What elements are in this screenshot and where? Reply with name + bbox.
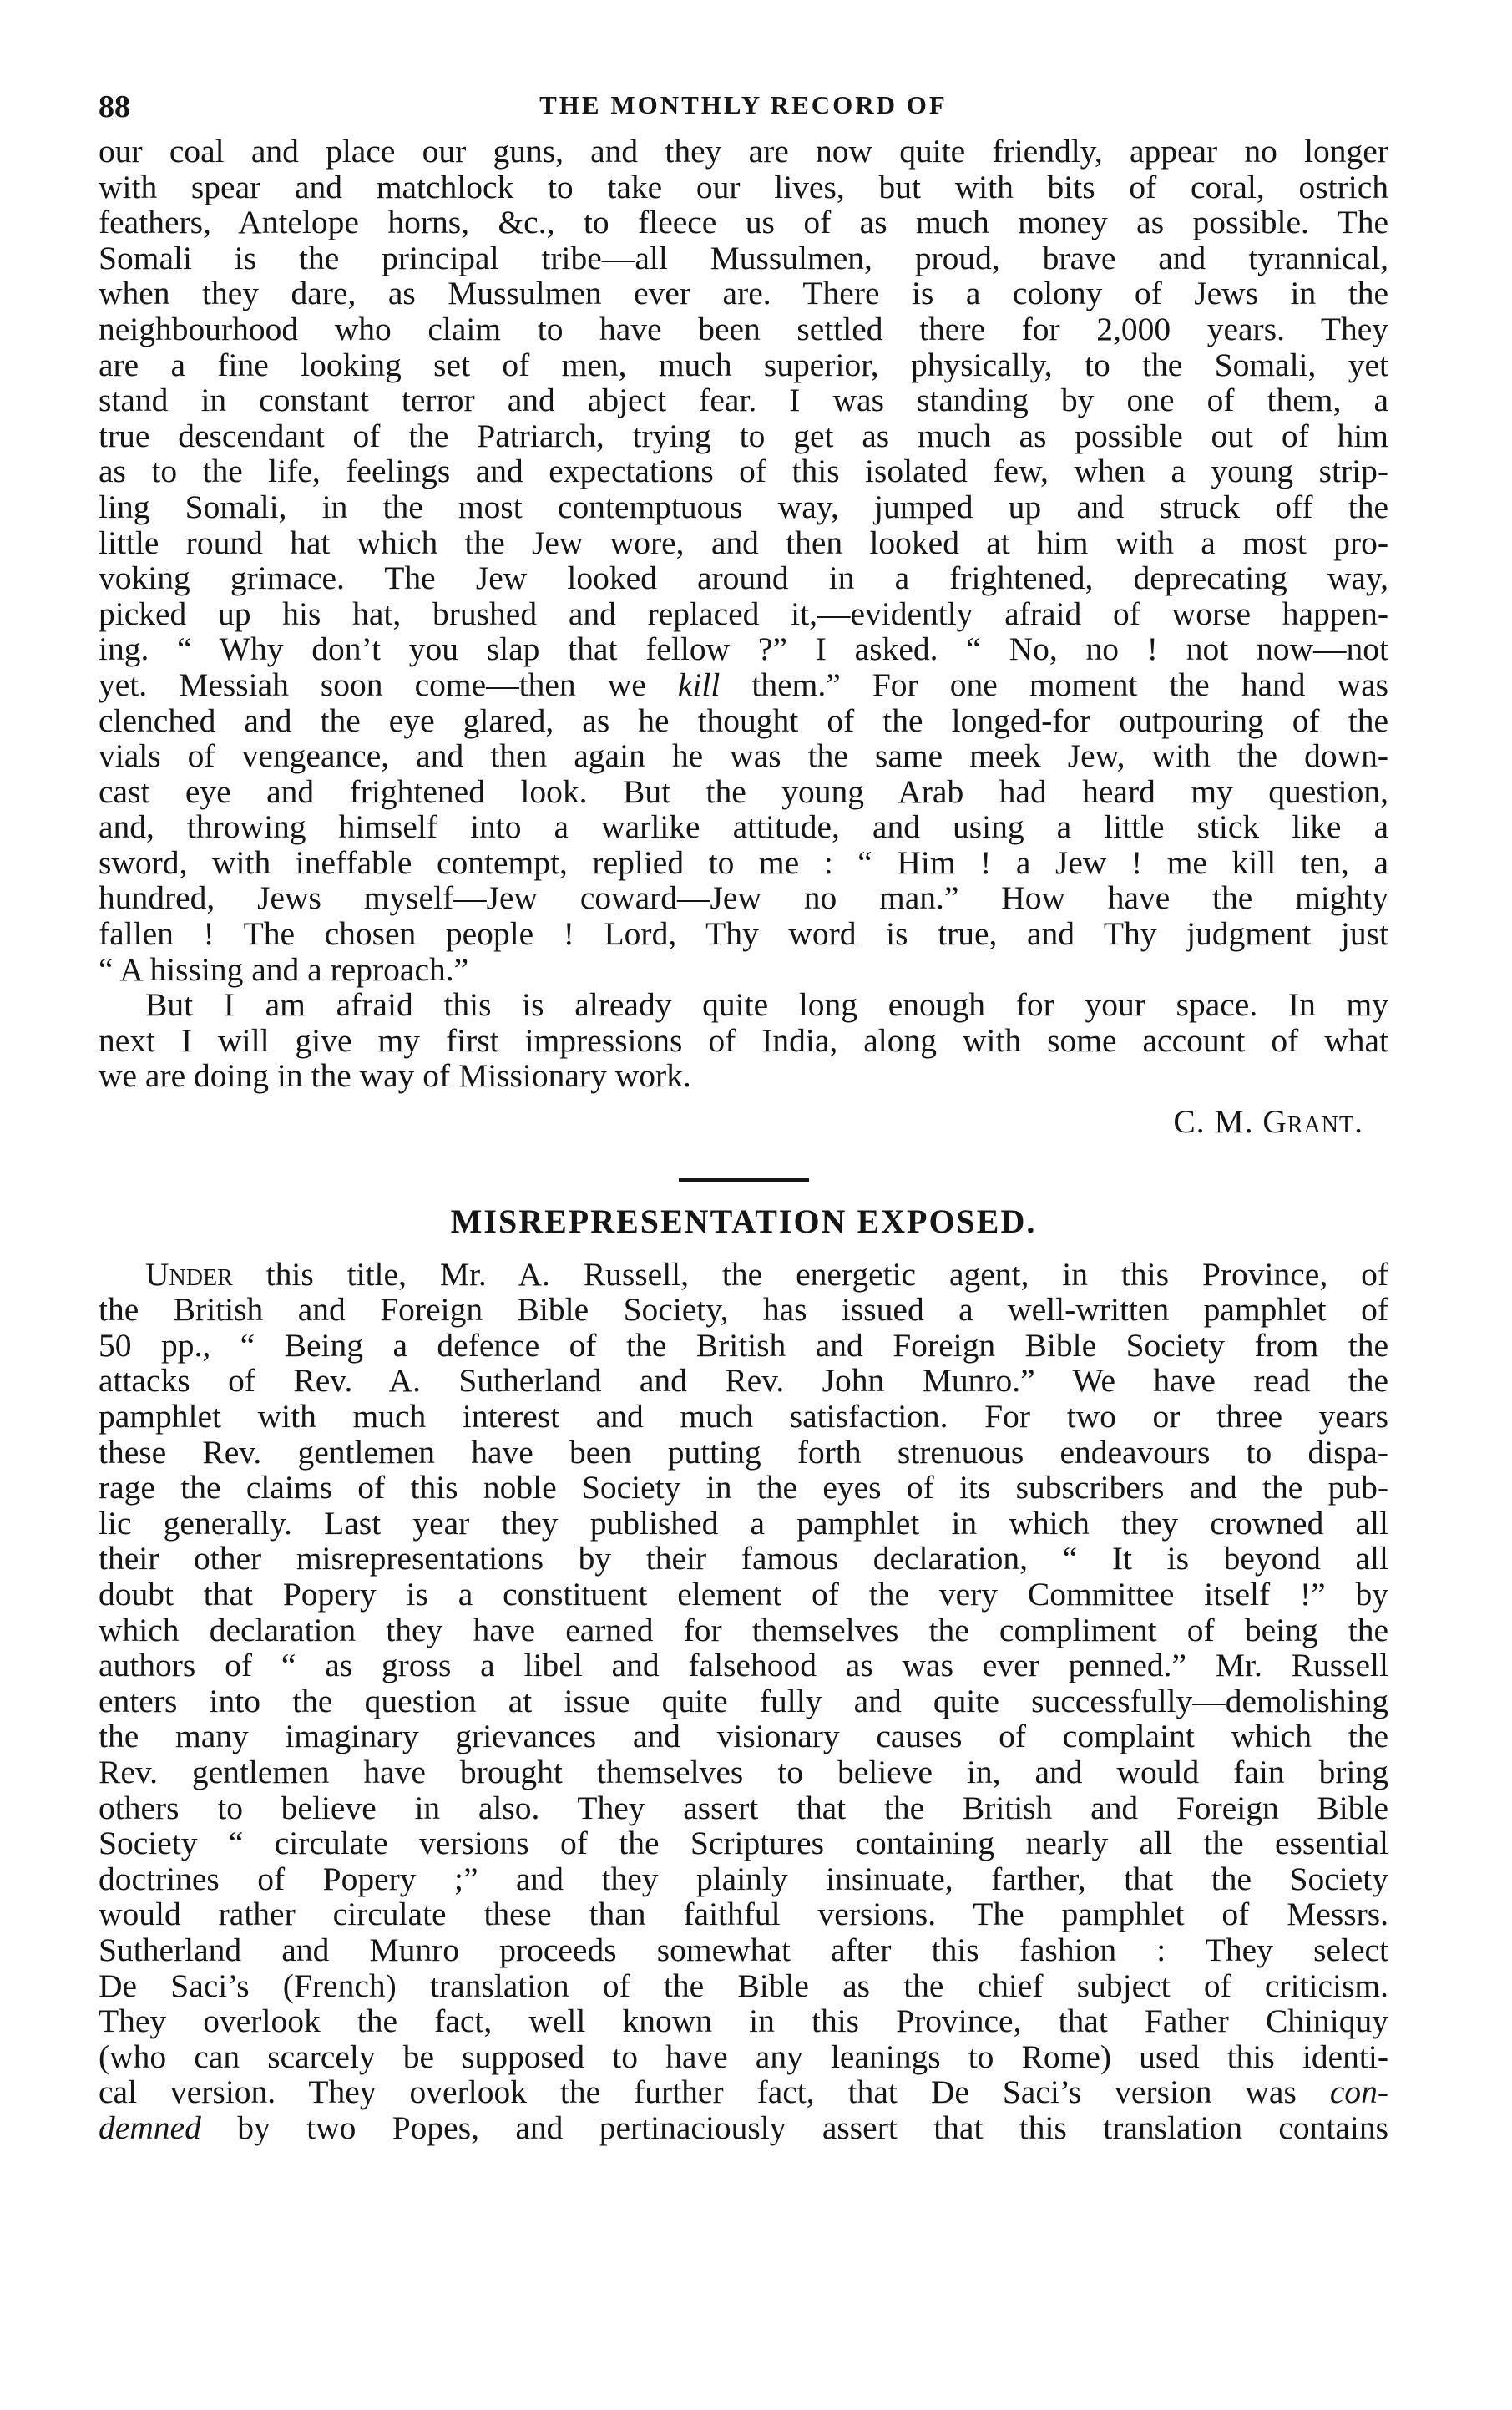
emphasis: con- — [1329, 2073, 1388, 2111]
text-line: authors of “ as gross a libel and falsehood as was ever penned.” Mr. Russell — [99, 1647, 1388, 1684]
running-header — [99, 84, 1388, 134]
running-title: THE MONTHLY RECORD OF — [539, 90, 948, 119]
emphasis: demned — [99, 2109, 201, 2146]
text-line: vials of vengeance, and then again he was the same meek Jew, with the down- — [99, 737, 1388, 775]
text-segment: by two Popes, and pertinaciously assert that this translation contains — [200, 2109, 1388, 2146]
text-line: 50 pp., “ Being a defence of the British and Foreign Bible Society from the — [99, 1326, 1388, 1364]
text-line: (who can scarcely be supposed to have any leanings to Rome) used this identi- — [99, 2038, 1388, 2075]
text-line: when they dare, as Mussulmen ever are. There is a colony of Jews in the — [99, 275, 1388, 312]
text-line: cast eye and frightened look. But the young Arab had heard my question, — [99, 772, 1388, 810]
text-line: these Rev. gentlemen have been putting forth strenuous endeavours to dispa- — [99, 1433, 1388, 1471]
text-line: the many imaginary grievances and visionary causes of complaint which the — [99, 1718, 1388, 1755]
text-line: doubt that Popery is a constituent element of the very Committee itself !” by — [99, 1575, 1388, 1613]
text-line: we are doing in the way of Missionary work. — [99, 1057, 691, 1095]
text-line: voking grimace. The Jew looked around in a frightened, deprecating way, — [99, 559, 1388, 597]
document-page — [99, 84, 1388, 2145]
text-line: and, throwing himself into a warlike attitude, and using a little stick like a — [99, 808, 1388, 846]
text-line: feathers, Antelope horns, &c., to fleece us of as much money as possible. The — [99, 204, 1388, 241]
text-line: with spear and matchlock to take our lives, but with bits of coral, ostrich — [99, 168, 1388, 205]
text-line — [99, 2110, 1388, 2146]
article-heading: MISREPRESENTATION EXPOSED. — [450, 1202, 1037, 1240]
text-segment: cal version. They overlook the further fact, that De Saci’s version was — [99, 2073, 1330, 2111]
text-line: which declaration they have earned for themselves the compliment of being the — [99, 1611, 1388, 1648]
text-segment: this title, Mr. A. Russell, the energetic agent, in this Province, of — [232, 1255, 1388, 1293]
text-line — [99, 667, 1388, 703]
text-line: lic generally. Last year they published a pamphlet in which they crowned all — [99, 1504, 1388, 1542]
signature-surname: rant. — [1287, 1103, 1363, 1141]
text-line: fallen ! The chosen people ! Lord, Thy word is true, and Thy judgment just — [99, 915, 1388, 953]
text-line: are a fine looking set of men, much superior, physically, to the Somali, yet — [99, 346, 1388, 383]
text-line: doctrines of Popery ;” and they plainly insinuate, farther, that the Society — [99, 1860, 1388, 1897]
text-line: next I will give my first impressions of India, along with some account of what — [99, 1021, 1388, 1059]
article-body — [99, 1257, 1388, 2146]
signature — [99, 1104, 1388, 1140]
emphasis: kill — [677, 666, 721, 703]
text-line: attacks of Rev. A. Sutherland and Rev. John Munro.” We have read the — [99, 1362, 1388, 1400]
text-line: Sutherland and Munro proceeds somewhat after this fashion : They select — [99, 1931, 1388, 1968]
signature-initials: C. M. G — [1173, 1103, 1287, 1141]
text-line: Somali is the principal tribe—all Mussulmen, proud, brave and tyrannical, — [99, 239, 1388, 276]
text-line: ing. “ Why don’t you slap that fellow ?” I asked. “ No, no ! not now—not — [99, 630, 1388, 668]
text-line: their other misrepresentations by their famous declaration, “ It is beyond all — [99, 1540, 1388, 1577]
lead-word: Under — [145, 1255, 233, 1293]
text-line: hundred, Jews myself—Jew coward—Jew no man.” How have the mighty — [99, 879, 1388, 917]
text-line: the British and Foreign Bible Society, has issued a well-written pamphlet of — [99, 1291, 1388, 1329]
text-line: as to the life, feelings and expectations of this isolated few, when a young strip- — [99, 453, 1388, 490]
section-divider — [679, 1178, 809, 1182]
text-line: true descendant of the Patriarch, trying to get as much as possible out of him — [99, 417, 1388, 454]
text-line: picked up his hat, brushed and replaced it,—evidently afraid of worse happen- — [99, 595, 1388, 632]
text-line: De Saci’s (French) translation of the Bible as the chief subject of criticism. — [99, 1967, 1388, 2004]
text-line: But I am afraid this is already quite long enough for your space. In my — [145, 986, 1388, 1024]
text-line: Rev. gentlemen have brought themselves to believe in, and would fain bring — [99, 1753, 1388, 1790]
letter-conclusion — [99, 134, 1388, 1094]
text-segment: yet. Messiah soon come—then we — [99, 666, 678, 703]
page-number: 88 — [99, 89, 130, 124]
text-line: Society “ circulate versions of the Scriptures containing nearly all the essential — [99, 1825, 1388, 1862]
text-line: stand in constant terror and abject fear. I was standing by one of them, a — [99, 382, 1388, 419]
text-line: ling Somali, in the most contemptuous way, jumped up and struck off the — [99, 488, 1388, 525]
text-line — [99, 1257, 1388, 1293]
text-line: “ A hissing and a reproach.” — [99, 950, 469, 988]
text-line — [99, 2074, 1388, 2110]
text-line: others to believe in also. They assert that the British and Foreign Bible — [99, 1789, 1388, 1826]
text-line: enters into the question at issue quite fully and quite successfully—demolishing — [99, 1682, 1388, 1719]
text-line: rage the claims of this noble Society in the eyes of its subscribers and the pub- — [99, 1469, 1388, 1506]
text-line: little round hat which the Jew wore, and then looked at him with a most pro- — [99, 524, 1388, 561]
text-line: clenched and the eye glared, as he thought of the longed-for outpouring of the — [99, 701, 1388, 739]
text-segment: them.” For one moment the hand was — [720, 666, 1388, 703]
text-line: neighbourhood who claim to have been settled there for 2,000 years. They — [99, 310, 1388, 347]
text-line: They overlook the fact, well known in this Province, that Father Chiniquy — [99, 2002, 1388, 2040]
text-line: our coal and place our guns, and they are now quite friendly, appear no longer — [99, 133, 1388, 170]
text-line: pamphlet with much interest and much satisfaction. For two or three years — [99, 1398, 1388, 1435]
text-line: sword, with ineffable contempt, replied to me : “ Him ! a Jew ! me kill ten, a — [99, 843, 1388, 881]
text-line: would rather circulate these than faithful versions. The pamphlet of Messrs. — [99, 1896, 1388, 1933]
